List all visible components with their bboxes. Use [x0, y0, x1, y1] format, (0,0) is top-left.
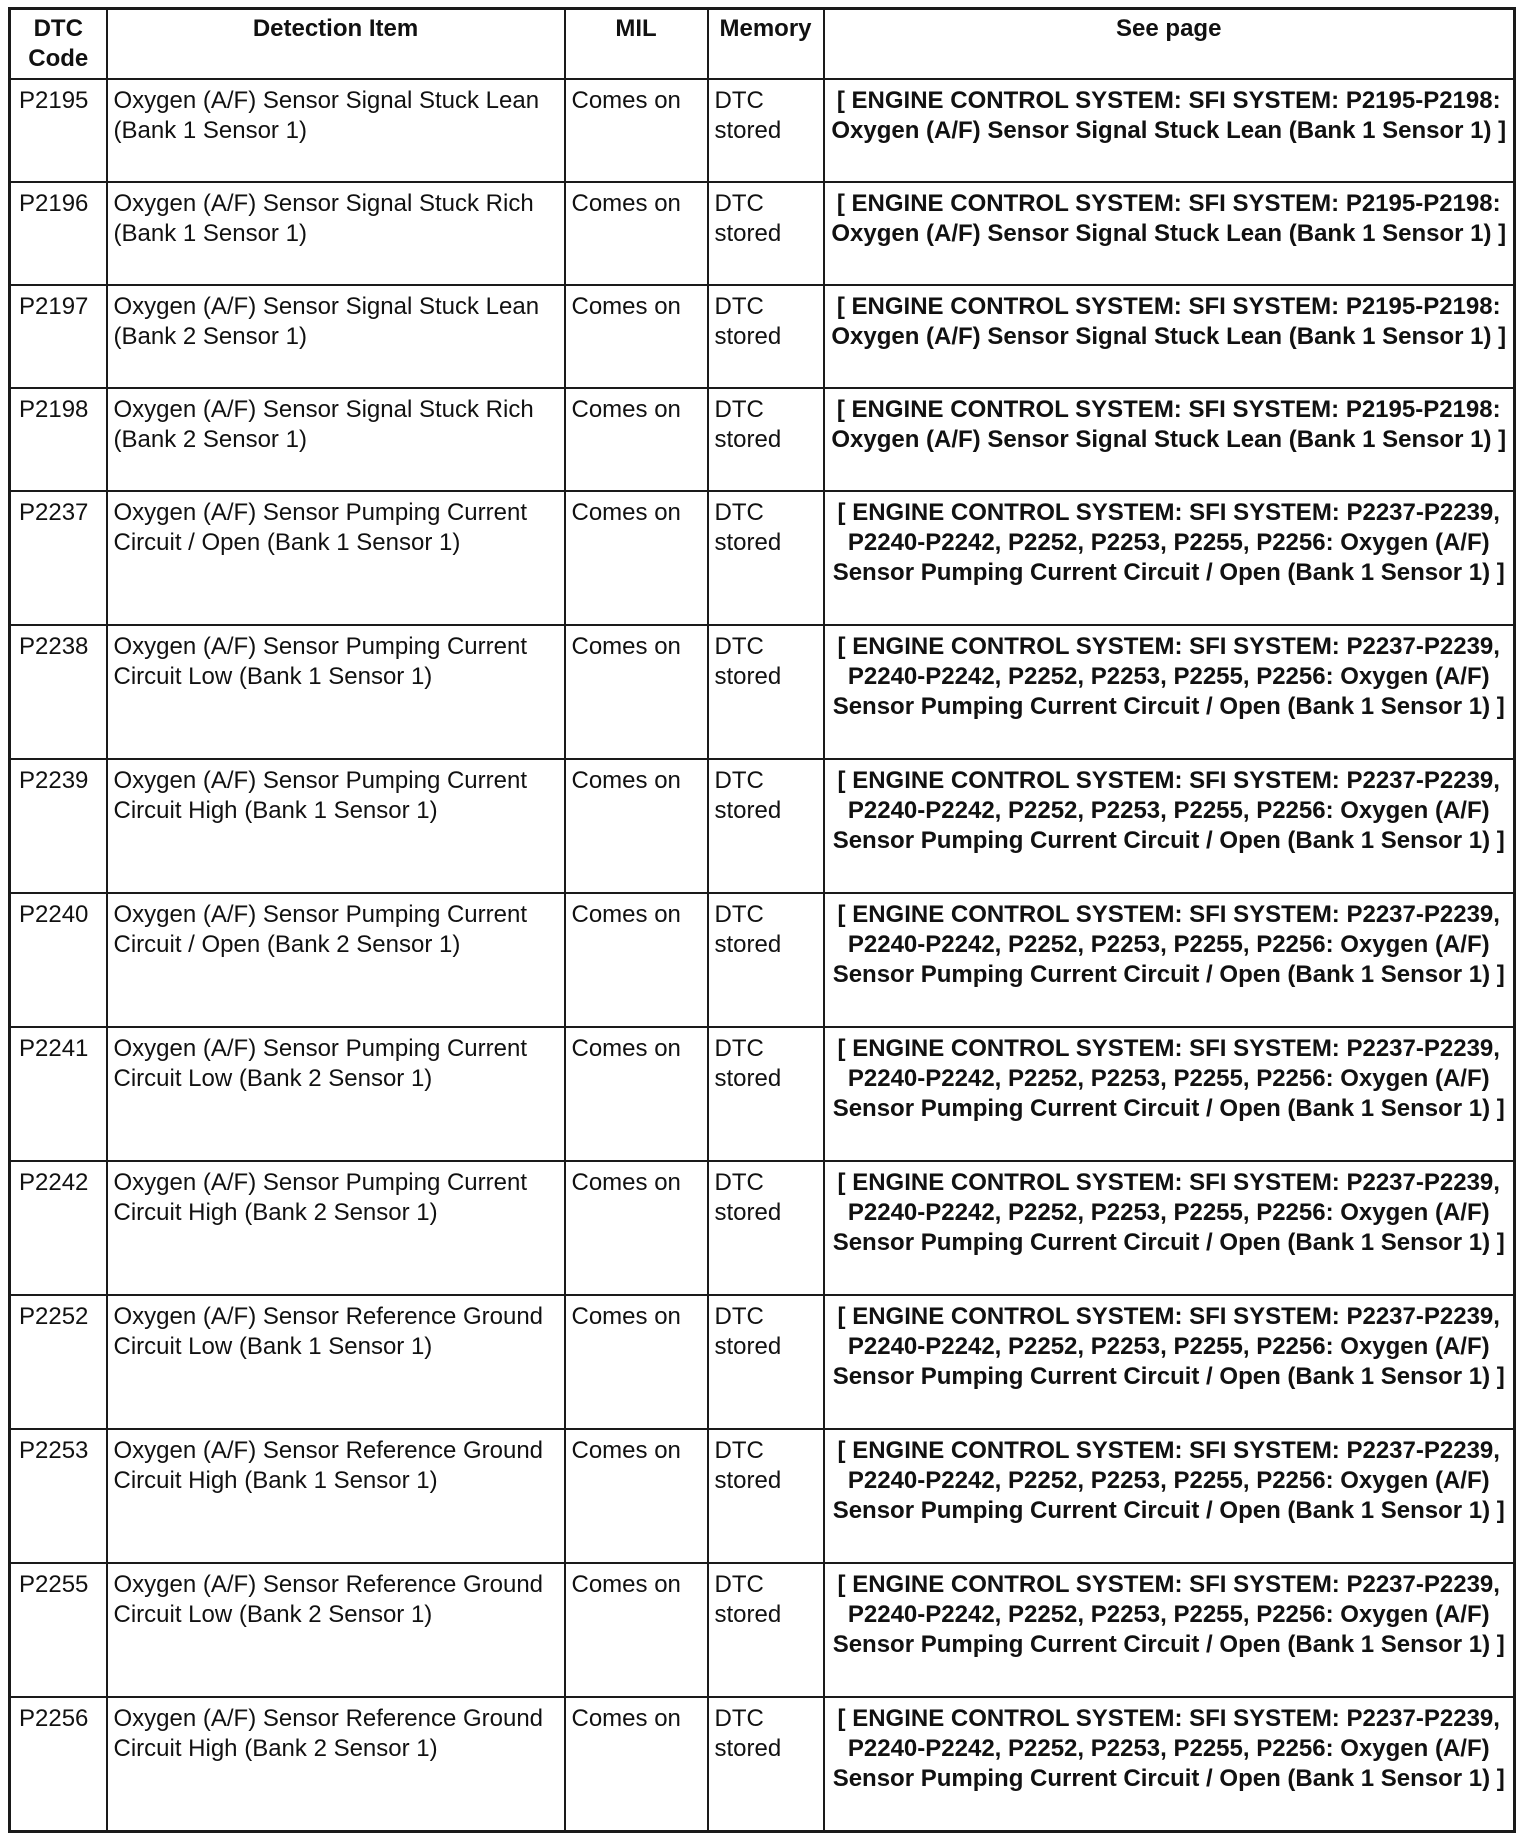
see-page-cell: [ ENGINE CONTROL SYSTEM: SFI SYSTEM: P2237-P2239, P2240-P2242, P2252, P2253, P2255, P2256: Oxygen (A/F) Sensor Pumping Current Circuit / Open (Bank 1 Sensor 1) ]	[824, 759, 1515, 893]
memory-cell: DTC stored	[708, 759, 824, 893]
detection-item-cell: Oxygen (A/F) Sensor Signal Stuck Rich (Bank 2 Sensor 1)	[107, 388, 565, 491]
dtc-table	[8, 7, 1516, 1833]
memory-cell: DTC stored	[708, 893, 824, 1027]
header-see-page: See page	[824, 9, 1515, 80]
see-page-cell: [ ENGINE CONTROL SYSTEM: SFI SYSTEM: P2237-P2239, P2240-P2242, P2252, P2253, P2255, P2256: Oxygen (A/F) Sensor Pumping Current Circuit / Open (Bank 1 Sensor 1) ]	[824, 893, 1515, 1027]
table-row	[10, 1429, 1515, 1563]
detection-item-cell: Oxygen (A/F) Sensor Reference Ground Circuit Low (Bank 2 Sensor 1)	[107, 1563, 565, 1697]
dtc-code-cell: P2256	[10, 1697, 107, 1832]
dtc-code-cell: P2252	[10, 1295, 107, 1429]
detection-item-cell: Oxygen (A/F) Sensor Reference Ground Circuit High (Bank 2 Sensor 1)	[107, 1697, 565, 1832]
table-row	[10, 285, 1515, 388]
memory-cell: DTC stored	[708, 625, 824, 759]
table-row	[10, 79, 1515, 182]
dtc-code-cell: P2238	[10, 625, 107, 759]
header-row	[10, 9, 1515, 80]
table-row	[10, 1697, 1515, 1832]
table-row	[10, 1161, 1515, 1295]
see-page-cell: [ ENGINE CONTROL SYSTEM: SFI SYSTEM: P2237-P2239, P2240-P2242, P2252, P2253, P2255, P2256: Oxygen (A/F) Sensor Pumping Current Circuit / Open (Bank 1 Sensor 1) ]	[824, 625, 1515, 759]
dtc-code-cell: P2241	[10, 1027, 107, 1161]
mil-cell: Comes on	[565, 625, 708, 759]
table-row	[10, 1563, 1515, 1697]
see-page-cell: [ ENGINE CONTROL SYSTEM: SFI SYSTEM: P2237-P2239, P2240-P2242, P2252, P2253, P2255, P2256: Oxygen (A/F) Sensor Pumping Current Circuit / Open (Bank 1 Sensor 1) ]	[824, 1027, 1515, 1161]
mil-cell: Comes on	[565, 79, 708, 182]
table-row	[10, 1295, 1515, 1429]
mil-cell: Comes on	[565, 1697, 708, 1832]
memory-cell: DTC stored	[708, 79, 824, 182]
detection-item-cell: Oxygen (A/F) Sensor Reference Ground Circuit Low (Bank 1 Sensor 1)	[107, 1295, 565, 1429]
dtc-code-cell: P2240	[10, 893, 107, 1027]
mil-cell: Comes on	[565, 491, 708, 625]
dtc-code-cell: P2198	[10, 388, 107, 491]
table-row	[10, 1027, 1515, 1161]
detection-item-cell: Oxygen (A/F) Sensor Signal Stuck Lean (Bank 2 Sensor 1)	[107, 285, 565, 388]
detection-item-cell: Oxygen (A/F) Sensor Pumping Current Circuit / Open (Bank 1 Sensor 1)	[107, 491, 565, 625]
table-row	[10, 893, 1515, 1027]
header-dtc-code: DTC Code	[10, 9, 107, 80]
dtc-code-cell: P2239	[10, 759, 107, 893]
detection-item-cell: Oxygen (A/F) Sensor Pumping Current Circuit High (Bank 1 Sensor 1)	[107, 759, 565, 893]
mil-cell: Comes on	[565, 1161, 708, 1295]
memory-cell: DTC stored	[708, 1027, 824, 1161]
see-page-cell: [ ENGINE CONTROL SYSTEM: SFI SYSTEM: P2195-P2198: Oxygen (A/F) Sensor Signal Stuck Lean (Bank 1 Sensor 1) ]	[824, 285, 1515, 388]
mil-cell: Comes on	[565, 893, 708, 1027]
memory-cell: DTC stored	[708, 1563, 824, 1697]
header-memory: Memory	[708, 9, 824, 80]
detection-item-cell: Oxygen (A/F) Sensor Pumping Current Circuit Low (Bank 1 Sensor 1)	[107, 625, 565, 759]
detection-item-cell: Oxygen (A/F) Sensor Signal Stuck Lean (Bank 1 Sensor 1)	[107, 79, 565, 182]
dtc-code-cell: P2237	[10, 491, 107, 625]
table-row	[10, 388, 1515, 491]
detection-item-cell: Oxygen (A/F) Sensor Pumping Current Circuit Low (Bank 2 Sensor 1)	[107, 1027, 565, 1161]
see-page-cell: [ ENGINE CONTROL SYSTEM: SFI SYSTEM: P2195-P2198: Oxygen (A/F) Sensor Signal Stuck Lean (Bank 1 Sensor 1) ]	[824, 388, 1515, 491]
see-page-cell: [ ENGINE CONTROL SYSTEM: SFI SYSTEM: P2237-P2239, P2240-P2242, P2252, P2253, P2255, P2256: Oxygen (A/F) Sensor Pumping Current Circuit / Open (Bank 1 Sensor 1) ]	[824, 1697, 1515, 1832]
dtc-code-cell: P2197	[10, 285, 107, 388]
table-body	[10, 79, 1515, 1832]
dtc-code-cell: P2196	[10, 182, 107, 285]
memory-cell: DTC stored	[708, 1429, 824, 1563]
dtc-code-cell: P2253	[10, 1429, 107, 1563]
mil-cell: Comes on	[565, 1563, 708, 1697]
detection-item-cell: Oxygen (A/F) Sensor Pumping Current Circuit / Open (Bank 2 Sensor 1)	[107, 893, 565, 1027]
see-page-cell: [ ENGINE CONTROL SYSTEM: SFI SYSTEM: P2195-P2198: Oxygen (A/F) Sensor Signal Stuck Lean (Bank 1 Sensor 1) ]	[824, 182, 1515, 285]
mil-cell: Comes on	[565, 182, 708, 285]
memory-cell: DTC stored	[708, 285, 824, 388]
table-row	[10, 759, 1515, 893]
see-page-cell: [ ENGINE CONTROL SYSTEM: SFI SYSTEM: P2237-P2239, P2240-P2242, P2252, P2253, P2255, P2256: Oxygen (A/F) Sensor Pumping Current Circuit / Open (Bank 1 Sensor 1) ]	[824, 1563, 1515, 1697]
mil-cell: Comes on	[565, 1027, 708, 1161]
see-page-cell: [ ENGINE CONTROL SYSTEM: SFI SYSTEM: P2237-P2239, P2240-P2242, P2252, P2253, P2255, P2256: Oxygen (A/F) Sensor Pumping Current Circuit / Open (Bank 1 Sensor 1) ]	[824, 1295, 1515, 1429]
mil-cell: Comes on	[565, 1295, 708, 1429]
mil-cell: Comes on	[565, 1429, 708, 1563]
dtc-code-cell: P2242	[10, 1161, 107, 1295]
see-page-cell: [ ENGINE CONTROL SYSTEM: SFI SYSTEM: P2237-P2239, P2240-P2242, P2252, P2253, P2255, P2256: Oxygen (A/F) Sensor Pumping Current Circuit / Open (Bank 1 Sensor 1) ]	[824, 491, 1515, 625]
dtc-code-cell: P2195	[10, 79, 107, 182]
see-page-cell: [ ENGINE CONTROL SYSTEM: SFI SYSTEM: P2237-P2239, P2240-P2242, P2252, P2253, P2255, P2256: Oxygen (A/F) Sensor Pumping Current Circuit / Open (Bank 1 Sensor 1) ]	[824, 1161, 1515, 1295]
memory-cell: DTC stored	[708, 1295, 824, 1429]
memory-cell: DTC stored	[708, 491, 824, 625]
mil-cell: Comes on	[565, 759, 708, 893]
mil-cell: Comes on	[565, 285, 708, 388]
dtc-code-cell: P2255	[10, 1563, 107, 1697]
memory-cell: DTC stored	[708, 388, 824, 491]
mil-cell: Comes on	[565, 388, 708, 491]
table-row	[10, 491, 1515, 625]
table-header	[10, 9, 1515, 80]
header-mil: MIL	[565, 9, 708, 80]
see-page-cell: [ ENGINE CONTROL SYSTEM: SFI SYSTEM: P2195-P2198: Oxygen (A/F) Sensor Signal Stuck Lean (Bank 1 Sensor 1) ]	[824, 79, 1515, 182]
detection-item-cell: Oxygen (A/F) Sensor Signal Stuck Rich (Bank 1 Sensor 1)	[107, 182, 565, 285]
table-row	[10, 182, 1515, 285]
memory-cell: DTC stored	[708, 1161, 824, 1295]
header-detection-item: Detection Item	[107, 9, 565, 80]
table-row	[10, 625, 1515, 759]
detection-item-cell: Oxygen (A/F) Sensor Reference Ground Circuit High (Bank 1 Sensor 1)	[107, 1429, 565, 1563]
memory-cell: DTC stored	[708, 1697, 824, 1832]
see-page-cell: [ ENGINE CONTROL SYSTEM: SFI SYSTEM: P2237-P2239, P2240-P2242, P2252, P2253, P2255, P2256: Oxygen (A/F) Sensor Pumping Current Circuit / Open (Bank 1 Sensor 1) ]	[824, 1429, 1515, 1563]
detection-item-cell: Oxygen (A/F) Sensor Pumping Current Circuit High (Bank 2 Sensor 1)	[107, 1161, 565, 1295]
memory-cell: DTC stored	[708, 182, 824, 285]
